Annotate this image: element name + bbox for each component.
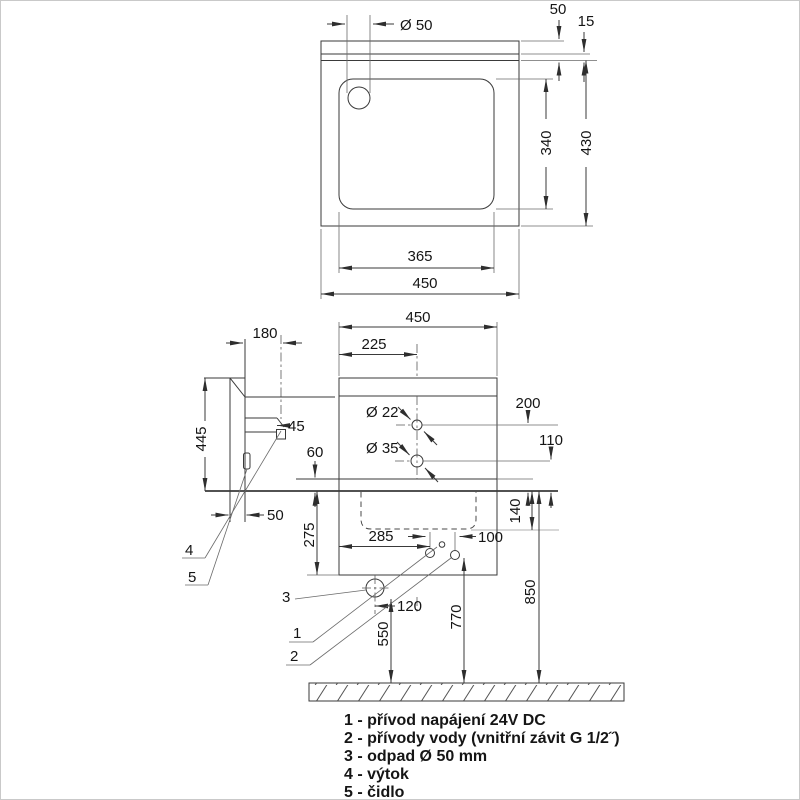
dim-front-center-offset: 225: [361, 336, 387, 353]
dim-front-power-hole-drop: 200: [515, 395, 541, 412]
washbasin-dimension-drawing: [1, 1, 799, 799]
sensor-outline: [244, 453, 251, 469]
plan-view: [321, 1, 597, 299]
dim-cabinet-rim-floor-height: 850: [522, 579, 539, 605]
dim-cabinet-inlet-spacing: 100: [478, 529, 504, 546]
dim-cabinet-basin-depth: 140: [507, 498, 524, 524]
callout-drain: 3: [282, 589, 291, 606]
legend-line-power: 1 - přívod napájení 24V DC: [344, 712, 546, 729]
side-view: [193, 325, 335, 524]
dim-plan-inner-width: 365: [407, 248, 433, 265]
callout-water: 2: [290, 648, 299, 665]
dim-front-water-hole-drop: 110: [539, 432, 563, 449]
plan-outer-body: [321, 41, 519, 226]
dim-front-power-hole-dia: Ø 22: [366, 404, 399, 421]
legend-line-water: 2 - přívody vody (vnitřní závit G 1/2˝): [344, 730, 620, 747]
dim-front-water-hole-dia: Ø 35: [366, 440, 399, 457]
front-body: [339, 378, 497, 491]
cabinet-body: [339, 491, 497, 575]
dim-side-wall-offset: 50: [267, 507, 284, 524]
plan-drain-hole: [348, 87, 370, 109]
legend-line-sensor: 5 - čidlo: [344, 784, 405, 799]
dim-front-width: 450: [405, 309, 431, 326]
floor: [309, 683, 624, 701]
callout-sensor: 5: [188, 569, 197, 586]
lower-cabinet: [301, 491, 503, 683]
dim-plan-outer-width: 450: [412, 275, 438, 292]
dim-cabinet-inlet-left-offset: 285: [368, 528, 394, 545]
legend-line-spout: 4 - výtok: [344, 766, 409, 783]
callout-spout: 4: [185, 542, 194, 559]
dim-plan-outer-depth: 430: [578, 130, 595, 156]
dim-side-height: 445: [193, 426, 210, 452]
dim-plan-drain-dia: Ø 50: [400, 17, 433, 34]
legend-line-drain: 3 - odpad Ø 50 mm: [344, 748, 488, 765]
dim-side-depth: 180: [252, 325, 278, 342]
callout-power: 1: [293, 625, 302, 642]
dim-plan-inner-depth: 340: [538, 130, 555, 156]
hidden-basin-outline: [361, 492, 476, 529]
dim-front-basin-clearance: 60: [306, 444, 324, 461]
plan-basin-bowl: [339, 79, 494, 209]
dim-plan-back-offset: 50: [549, 1, 567, 18]
dim-cabinet-drain-floor-height: 550: [375, 621, 392, 647]
dim-plan-rim: 15: [577, 13, 595, 30]
spout-outline: [245, 418, 286, 439]
dim-cabinet-height: 275: [301, 522, 318, 548]
legend: [344, 712, 620, 799]
floor-hatch: [309, 683, 624, 701]
dim-side-spout-offset: 45: [288, 418, 305, 435]
dim-cabinet-inlet-floor-height: 770: [448, 604, 465, 630]
dim-cabinet-drain-offset: 120: [397, 598, 423, 615]
power-inlet: [439, 542, 445, 548]
water-inlet-right: [451, 551, 460, 560]
